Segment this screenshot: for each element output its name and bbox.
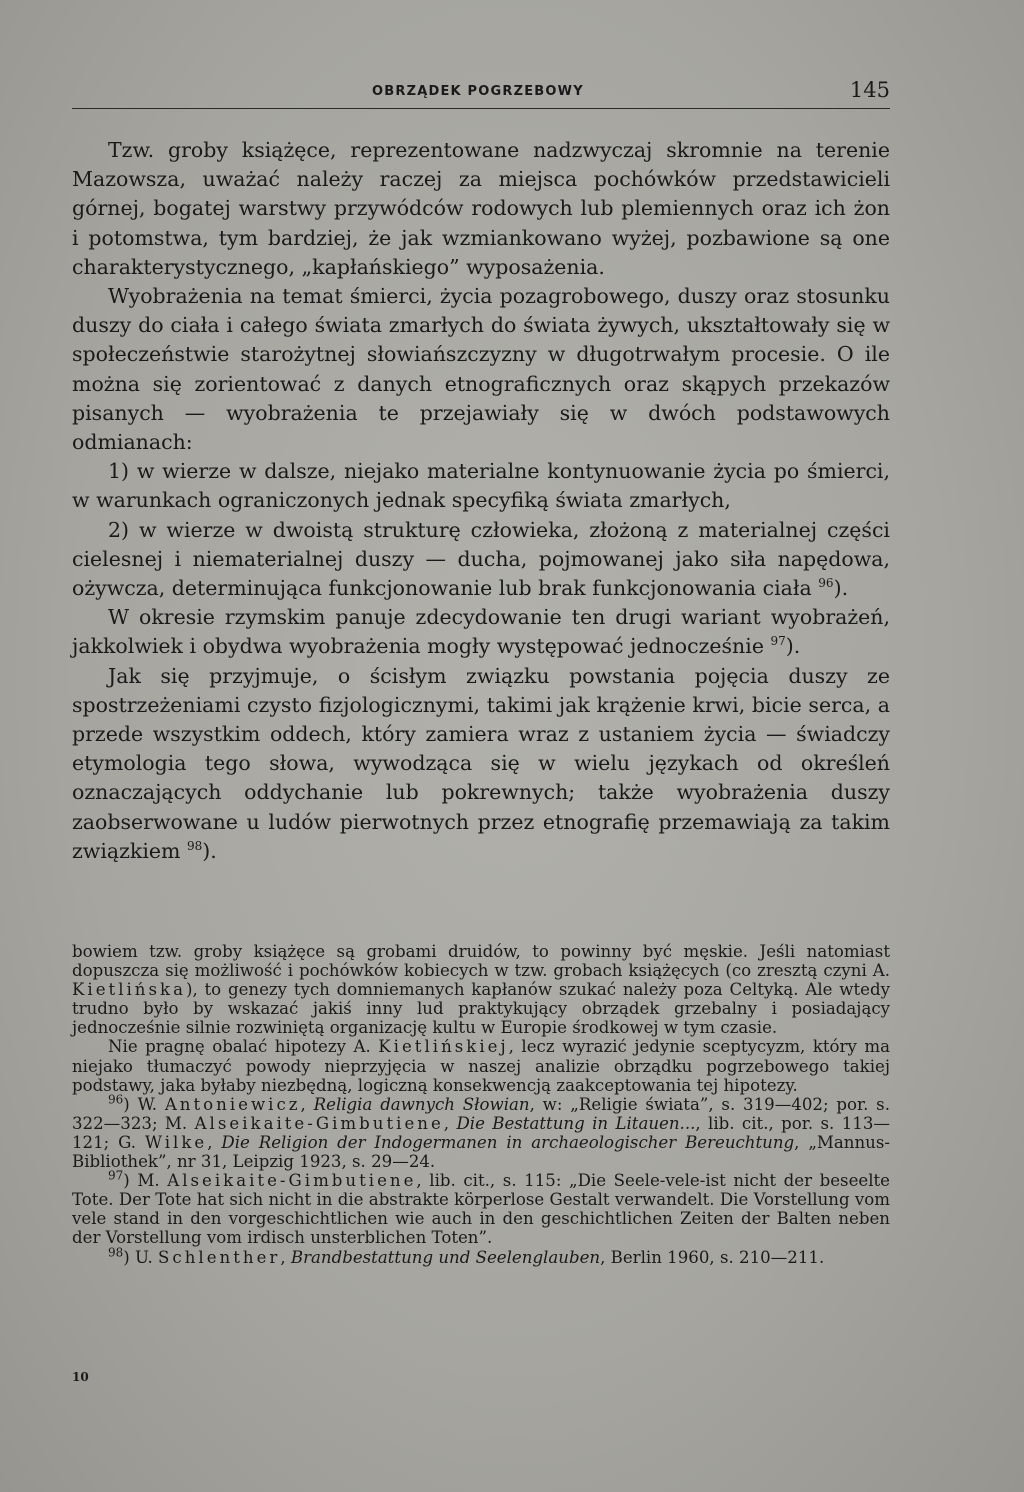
footnote-text: Nie pragnę obalać hipotezy A.: [108, 1037, 371, 1057]
paragraph-end: ).: [202, 838, 217, 863]
paragraph: Tzw. groby książęce, reprezentowane nadzwyczaj skromnie na terenie Mazowsza, uważać należy raczej za miejsca pochówków przedstawicieli górnej, bogatej warstwy przywódców rodowych lub plemiennych oraz ich żon i potomstwa, tym bardziej, że jak wzmiankowano wyżej, pozbawione są one charakterystycznego, „kapłańskiego” wyposażenia.: [72, 138, 890, 279]
list-item: [72, 516, 890, 604]
paragraph-text: W okresie rzymskim panuje zdecydowanie ten drugi wariant wyobrażeń, jakkolwiek i obydwa wyobrażenia mogły występować jednocześnie: [72, 605, 890, 659]
work-title: Die Bestattung in Litauen...: [456, 1113, 696, 1133]
list-item: 1) w wierze w dalsze, niejako materialne kontynuowanie życia po śmierci, w warunkach ograniczonych jednak specyfiką świata zmarłych,: [72, 459, 890, 513]
author-name: Kietlińska: [72, 980, 186, 1000]
work-title: Brandbestattung und Seelenglauben: [290, 1247, 601, 1267]
main-text: [72, 136, 890, 866]
paragraph-text: 2) w wierze w dwoistą strukturę człowieka, złożoną z materialnej części cielesnej i niematerialnej duszy — ducha, pojmowanej jako siła napędowa, ożywcza, determinująca funkcjonowanie lub brak funkcjonowania ciała: [72, 517, 890, 601]
paragraph: [72, 603, 890, 661]
paragraph-end: ).: [833, 576, 849, 601]
footnote-ref: 97: [770, 634, 786, 649]
paragraph: Wyobrażenia na temat śmierci, życia pozagrobowego, duszy oraz stosunku duszy do ciała i całego świata zmarłych do świata żywych, ukształtowały się w społeczeństwie starożytnej słowiańszczyzny w długotrwałym procesie. O ile można się zorientować z danych etnograficznych oraz skąpych przekazów pisanych — wyobrażenia te przejawiały się w dwóch podstawowych odmianach:: [72, 284, 890, 455]
footnote-number: 97: [108, 1168, 124, 1183]
footnote-ref: 98: [187, 839, 203, 854]
footnote-text: , w: „Religie świata”, s. 319—402; por. s. 322—323; M.: [72, 1094, 890, 1133]
printer-signature: 10: [72, 1370, 89, 1384]
author-name: Alseikaite-Gimbutiene: [167, 1171, 417, 1191]
footnote-96: $^{96}$) W. Antoniewicz, Religia dawnych Słowian, w: „Religie świata”, s. 319—402; por. s. 322—323; M. Alseikaite-Gimbutiene, Die Bestattung in Litauen..., lib. cit., por. s. 113—121; G. Wilke, Die Religion der Indogermanen in archaeologischer Bereuchtung, „Mannus-Bibliothek”, nr 31, Leipzig 1923, s. 29—24.: [72, 1092, 890, 1172]
paragraph-end: ).: [785, 634, 801, 659]
paragraph: [72, 662, 890, 866]
footnote-number: 96: [108, 1092, 124, 1107]
author-name: Schlenther: [158, 1247, 281, 1267]
footnote-text: ) M.: [123, 1171, 160, 1191]
page-header: [72, 78, 890, 109]
page-number: 145: [849, 78, 890, 102]
footnote-text: ) U.: [123, 1247, 153, 1267]
footnote-text: , Berlin 1960, s. 210—211.: [600, 1247, 825, 1267]
footnote-text: , lib. cit., s. 115: „Die Seele-vele-ist nicht der beseelte Tote. Der Tote hat sich nicht in die abstrakte körperlose Gestalt verwandelt. Die Vorstellung vom vele stand in den vorgeschichtlichen wie auch in den geschichtlichen Zeiten der Balten neben der Vorstellung vom irdisch unsterblichen Toten”.: [72, 1171, 891, 1248]
author-name: Antoniewicz: [164, 1094, 301, 1114]
footnote-text: ) W.: [123, 1094, 157, 1114]
author-name: Alseikaite-Gimbutiene: [194, 1113, 444, 1133]
footnote-continuation: [72, 1037, 890, 1094]
work-title: Die Religion der Indogermanen in archaeologischer Bereuchtung: [221, 1132, 795, 1152]
running-head: OBRZĄDEK POGRZEBOWY: [372, 84, 584, 99]
footnote-ref: 96: [818, 576, 834, 591]
footnote-number: 98: [108, 1244, 124, 1259]
footnote-continuation: [72, 942, 890, 1037]
author-name: Kietlińskiej: [378, 1037, 509, 1057]
footnote-text: , lib. cit., por. s. 113—121; G.: [72, 1113, 890, 1152]
footnotes: [72, 942, 890, 1267]
work-title: Religia dawnych Słowian: [313, 1094, 530, 1114]
footnote-97: [72, 1168, 891, 1248]
paragraph-text: Jak się przyjmuje, o ścisłym związku powstania pojęcia duszy ze spostrzeżeniami czysto fizjologicznymi, takimi jak krążenie krwi, bicie serca, a przede wszystkim oddech, który zamiera wraz z ustaniem życia — świadczy etymologia tego słowa, wywodząca się w wielu językach od określeń oznaczających oddychanie lub pokrewnych; także wyobrażenia duszy zaobserwowane u ludów pierwotnych przez etnografię przemawiają za takim związkiem: [72, 663, 890, 863]
footnote-text: , „Mannus-Bibliothek”, nr 31, Leipzig 1923, s. 29—24.: [72, 1132, 890, 1172]
footnote-text: bowiem tzw. groby książęce są grobami druidów, to powinny być męskie. Jeśli natomiast dopuszcza się możliwość i pochówków kobiecych w tzw. grobach książęcych (co zresztą czyni A.: [72, 942, 890, 981]
footnote-text: , lecz wyrazić jedynie sceptycyzm, który ma niejako tłumaczyć powody nieprzyjęcia w naszej analizie obrządku pogrzebowego takiej podstawy, jaka byłaby niezbędną, logiczną konsekwencją zaakceptowania tej hipotezy.: [72, 1037, 890, 1095]
footnote-text: ), to genezy tych domniemanych kapłanów szukać należy poza Celtyką. Ale wtedy trudno było by wskazać jakiś inny lud praktykujący obrządek grzebalny i posiadający jednocześnie silnie rozwiniętą organizację kultu w Europie środkowej w tym czasie.: [72, 980, 890, 1038]
footnote-98: $^{98}$) U. Schlenther, Brandbestattung und Seelenglauben, Berlin 1960, s. 210—211.: [108, 1244, 825, 1267]
author-name: Wilke: [144, 1132, 208, 1152]
